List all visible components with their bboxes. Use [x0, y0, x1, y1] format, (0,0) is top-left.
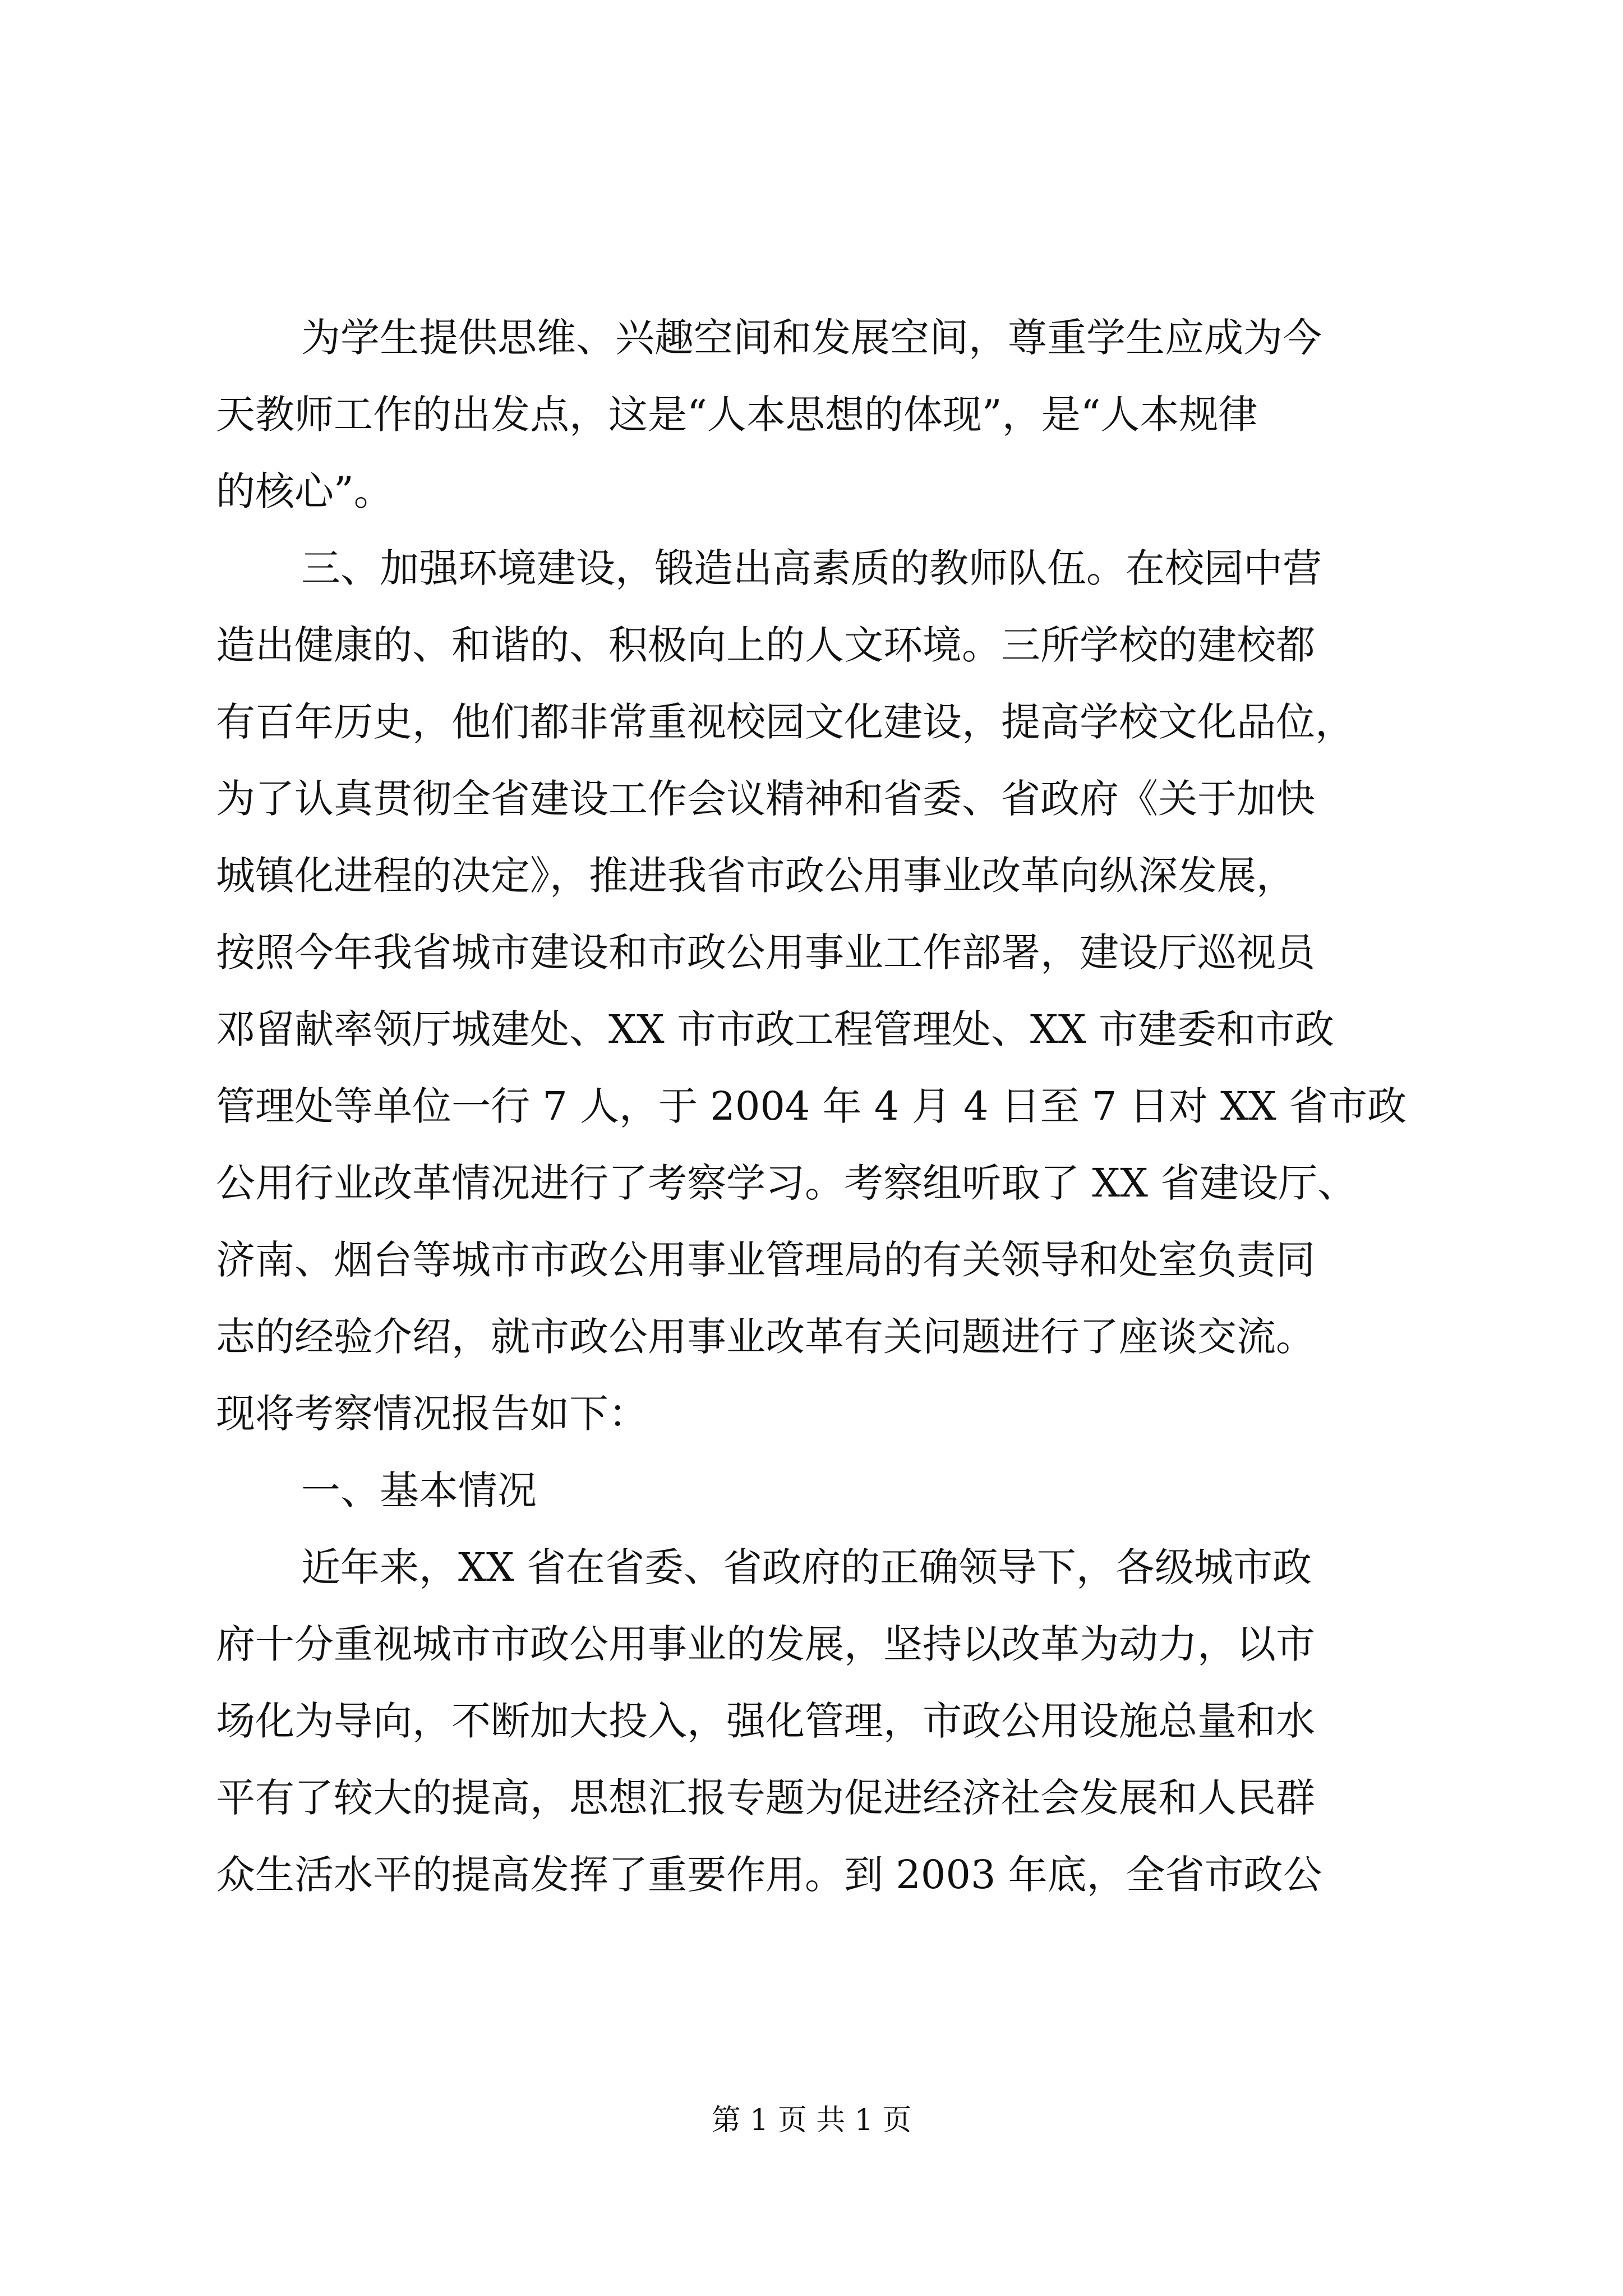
text-line: 济南、烟台等城市市政公用事业管理局的有关领导和处室负责同 [216, 1237, 1315, 1283]
text-line: 邓留献率领厅城建处、XX 市市政工程管理处、XX 市建委和市政 [216, 1006, 1334, 1052]
text-line: 为学生提供思维、兴趣空间和发展空间，尊重学生应成为今 [301, 315, 1322, 361]
text-line: 志的经验介绍，就市政公用事业改革有关问题进行了座谈交流。 [216, 1314, 1315, 1360]
text-line: 有百年历史，他们都非常重视校园文化建设，提高学校文化品位， [216, 699, 1354, 745]
section-heading: 一、基本情况 [301, 1467, 537, 1513]
page-footer: 第 1 页 共 1 页 [711, 2104, 912, 2137]
text-line: 场化为导向，不断加大投入，强化管理，市政公用设施总量和水 [216, 1698, 1315, 1744]
text-line: 府十分重视城市市政公用事业的发展，坚持以改革为动力，以市 [216, 1621, 1315, 1667]
text-line: 的核心”。 [216, 468, 393, 514]
text-line: 众生活水平的提高发挥了重要作用。到 2003 年底，全省市政公 [216, 1852, 1322, 1898]
text-line: 按照今年我省城市建设和市政公用事业工作部署，建设厅巡视员 [216, 930, 1315, 976]
text-line: 天教师工作的出发点，这是“人本思想的体现”，是“人本规律 [216, 392, 1258, 438]
text-line: 平有了较大的提高，思想汇报专题为促进经济社会发展和人民群 [216, 1775, 1315, 1821]
text-line: 管理处等单位一行 7 人，于 2004 年 4 月 4 日至 7 日对 XX 省市政 [216, 1083, 1407, 1129]
text-line: 现将考察情况报告如下： [216, 1391, 648, 1437]
text-line: 三、加强环境建设，锻造出高素质的教师队伍。在校园中营 [301, 545, 1322, 591]
text-line: 造出健康的、和谐的、积极向上的人文环境。三所学校的建校都 [216, 622, 1315, 668]
text-line: 为了认真贯彻全省建设工作会议精神和省委、省政府《关于加快 [216, 776, 1315, 822]
text-line: 城镇化进程的决定》，推进我省市政公用事业改革向纵深发展， [216, 853, 1295, 899]
text-line: 近年来，XX 省在省委、省政府的正确领导下，各级城市政 [301, 1544, 1312, 1590]
text-line: 公用行业改革情况进行了考察学习。考察组听取了 XX 省建设厅、 [216, 1160, 1357, 1206]
